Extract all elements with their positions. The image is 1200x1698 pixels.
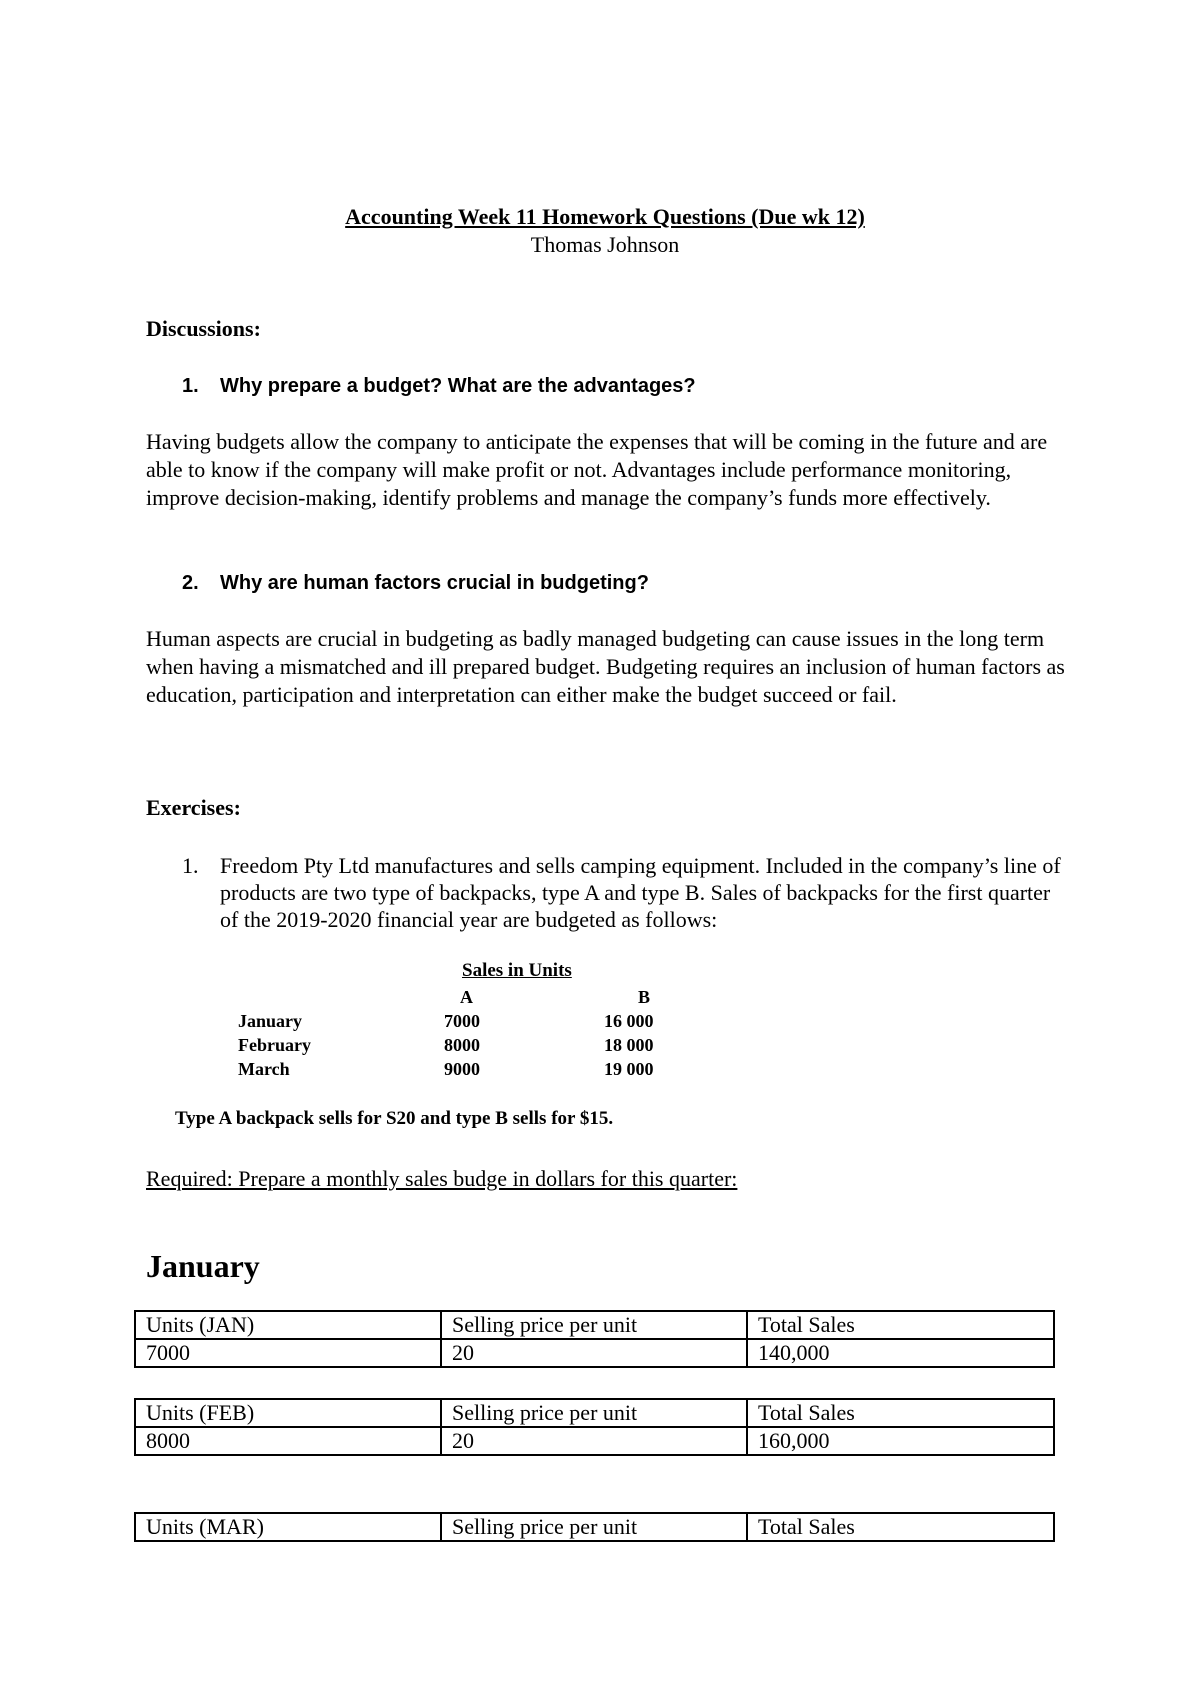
budget-table-jan	[134, 1310, 1055, 1368]
document-title: Accounting Week 11 Homework Questions (Due wk 12)	[345, 204, 865, 229]
table-row	[135, 1427, 1054, 1455]
question-text: Why are human factors crucial in budgeting?	[220, 572, 649, 594]
discussion-question-1	[182, 373, 696, 399]
cell-units: 8000	[135, 1427, 441, 1455]
sales-a: 9000	[444, 1059, 480, 1079]
header-total: Total Sales	[747, 1513, 1054, 1541]
cell-price: 20	[441, 1339, 747, 1367]
exercises-heading: Exercises:	[146, 795, 241, 820]
sales-col-b: B	[638, 987, 651, 1007]
cell-units: 7000	[135, 1339, 441, 1367]
sales-month: February	[238, 1035, 311, 1055]
discussion-answer-1: Having budgets allow the company to anticipate the expenses that will be coming in the future and are able to know if the company will make profit or not. Advantages include performance monitoring, improve decision-making, identify problems and manage the company’s funds more effectively.	[146, 429, 1048, 510]
header-units: Units (JAN)	[135, 1311, 441, 1339]
header-total: Total Sales	[747, 1311, 1054, 1339]
sales-b: 19 000	[604, 1059, 654, 1079]
table-row	[135, 1311, 1054, 1339]
exercise-item-1	[182, 852, 1062, 933]
author-name: Thomas Johnson	[530, 232, 680, 257]
cell-price: 20	[441, 1427, 747, 1455]
sales-table-title: Sales in Units	[462, 960, 572, 981]
table-row	[0, 1058, 1200, 1082]
month-heading: January	[146, 1248, 260, 1284]
table-row	[0, 1010, 1200, 1034]
table-row	[135, 1513, 1054, 1541]
sales-month: March	[238, 1059, 290, 1079]
discussions-heading: Discussions:	[146, 316, 261, 341]
sales-table-header	[0, 986, 1200, 1010]
sales-a: 8000	[444, 1035, 480, 1055]
table-row	[0, 1034, 1200, 1058]
sales-b: 18 000	[604, 1035, 654, 1055]
budget-table-mar	[134, 1512, 1055, 1542]
question-number: 1.	[182, 375, 199, 397]
exercise-text: Freedom Pty Ltd manufactures and sells camping equipment. Included in the company’s line of products are two type of backpacks, type A and type B. Sales of backpacks for the first quarter of the 2019-2020 financial year are budgeted as follows:	[220, 853, 1061, 932]
budget-table-feb	[134, 1398, 1055, 1456]
discussion-question-2	[182, 570, 649, 596]
required-instruction: Required: Prepare a monthly sales budge in dollars for this quarter:	[146, 1166, 738, 1191]
exercise-number: 1.	[182, 853, 199, 878]
table-row	[135, 1339, 1054, 1367]
sales-month: January	[238, 1011, 303, 1031]
header-total: Total Sales	[747, 1399, 1054, 1427]
table-row	[135, 1399, 1054, 1427]
sales-b: 16 000	[604, 1011, 654, 1031]
discussion-answer-2: Human aspects are crucial in budgeting as badly managed budgeting can cause issues in the long term when having a mismatched and ill prepared budget. Budgeting requires an inclusion of human factors as education, participation and interpretation can either make the budget succeed or fail.	[146, 626, 1065, 707]
sales-col-a: A	[460, 987, 473, 1007]
header-price: Selling price per unit	[441, 1513, 747, 1541]
sales-a: 7000	[444, 1011, 480, 1031]
header-price: Selling price per unit	[441, 1311, 747, 1339]
header-units: Units (MAR)	[135, 1513, 441, 1541]
header-units: Units (FEB)	[135, 1399, 441, 1427]
cell-total: 160,000	[747, 1427, 1054, 1455]
cell-total: 140,000	[747, 1339, 1054, 1367]
question-number: 2.	[182, 572, 199, 594]
price-note: Type A backpack sells for S20 and type B sells for $15.	[175, 1108, 614, 1129]
question-text: Why prepare a budget? What are the advantages?	[220, 375, 696, 397]
header-price: Selling price per unit	[441, 1399, 747, 1427]
